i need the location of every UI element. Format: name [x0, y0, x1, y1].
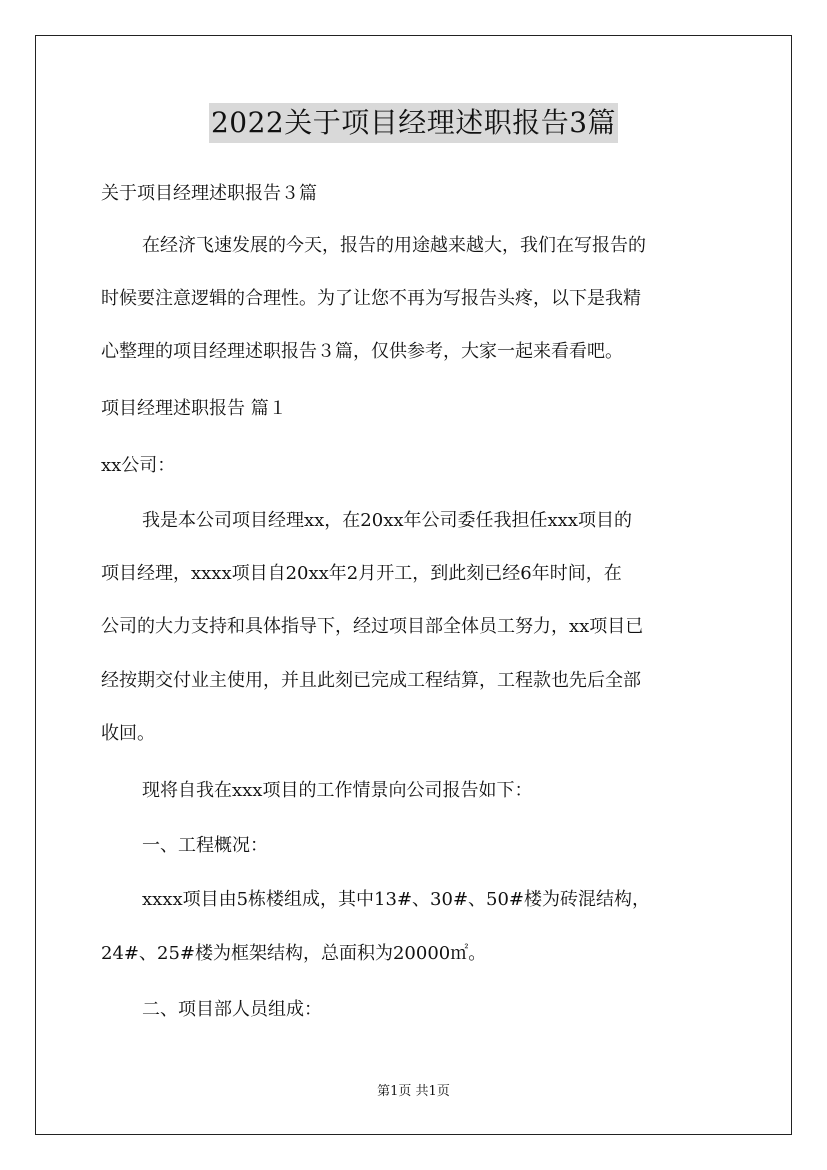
title-container: [0, 103, 827, 143]
document-title: 2022关于项目经理述职报告3篇: [209, 103, 618, 143]
paragraph-line: 时候要注意逻辑的合理性。为了让您不再为写报告头疼，以下是我精: [101, 288, 641, 309]
paragraph-line: xxxx项目由5栋楼组成，其中13#、30#、50#楼为砖混结构，: [142, 889, 651, 910]
paragraph-line: 在经济飞速发展的今天，报告的用途越来越大，我们在写报告的: [142, 235, 646, 256]
paragraph-line: 现将自我在xxx项目的工作情景向公司报告如下：: [142, 780, 533, 801]
paragraph-line: 项目经理，xxxx项目自20xx年2月开工，到此刻已经6年时间，在: [101, 563, 622, 584]
page-number: 第1页 共1页: [377, 1084, 450, 1099]
paragraph-line: 公司的大力支持和具体指导下，经过项目部全体员工努力，xx项目已: [101, 616, 644, 637]
paragraph-line: 24#、25#楼为框架结构，总面积为20000㎡。: [101, 943, 487, 964]
subsection-heading: 二、项目部人员组成：: [142, 999, 322, 1020]
salutation: xx公司：: [101, 455, 176, 476]
paragraph-line: 心整理的项目经理述职报告３篇，仅供参考，大家一起来看看吧。: [101, 341, 623, 362]
heading-line: 关于项目经理述职报告３篇: [101, 183, 317, 204]
paragraph-line: 收回。: [101, 723, 155, 744]
section-heading: 项目经理述职报告 篇１: [101, 398, 287, 419]
subsection-heading: 一、工程概况：: [142, 835, 268, 856]
paragraph-line: 我是本公司项目经理xx，在20xx年公司委任我担任xxx项目的: [142, 510, 632, 531]
paragraph-line: 经按期交付业主使用，并且此刻已完成工程结算，工程款也先后全部: [101, 670, 641, 691]
page-footer: [0, 1083, 827, 1101]
